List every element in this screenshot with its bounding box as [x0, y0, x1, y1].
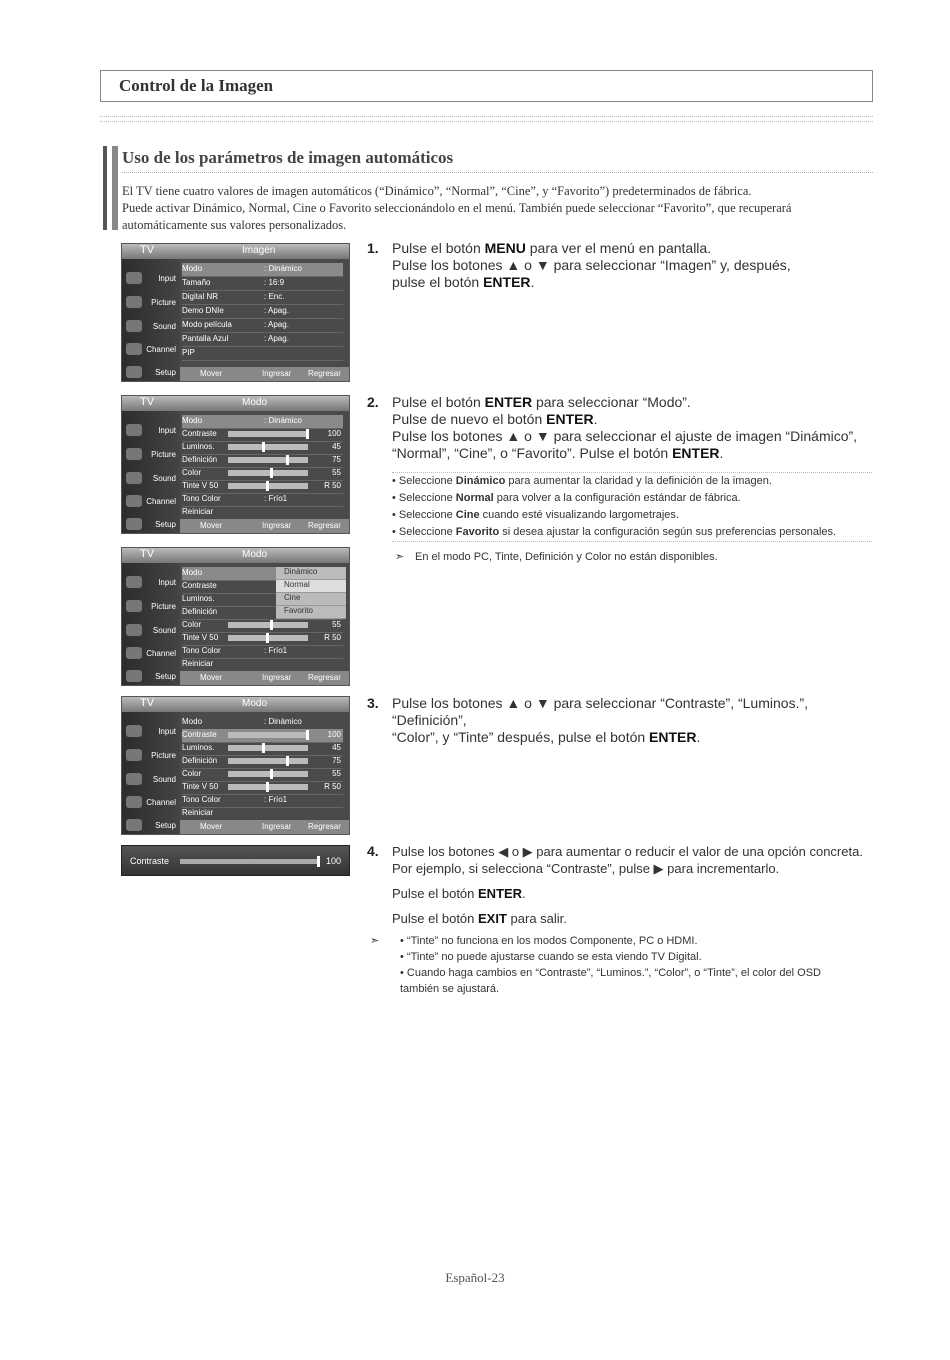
level-bar [228, 622, 308, 628]
channel-icon [126, 647, 142, 659]
osd-slider-row: Luminos. 45 [182, 441, 343, 455]
osd-mode-menu [121, 395, 350, 534]
bullet-item: • Seleccione Cine cuando esté visualizando largometrajes. [392, 509, 679, 521]
section-marker [103, 146, 107, 230]
osd-footer: Mover Ingresar Regresar [180, 519, 349, 533]
osd-side-label: Picture [151, 298, 176, 307]
osd-row: Digital NR : Enc. [182, 291, 343, 305]
level-knob [266, 782, 269, 792]
osd-slider-row: Tinte V 50 R 50 [182, 781, 343, 795]
step-number: 4. [367, 843, 379, 859]
channel-icon [126, 343, 142, 355]
osd-row: Tono Color : Frío1 [182, 645, 343, 659]
osd-row: Tono Color : Frío1 [182, 794, 343, 808]
level-knob [270, 468, 273, 478]
osd-side-label: Input [158, 274, 176, 283]
step-number: 1. [367, 240, 379, 256]
picture-icon [126, 448, 142, 460]
osd-row: Reiniciar [182, 506, 343, 520]
osd-slider-row: Tinte V 50 R 50 [182, 632, 343, 646]
osd-slider-row: Definición 75 [182, 755, 343, 769]
level-knob [262, 442, 265, 452]
osd-row: Reiniciar [182, 658, 343, 672]
osd-tv-label: TV [140, 548, 155, 560]
osd-side-label: Picture [151, 751, 176, 760]
osd-slider-row: Contraste 100 [182, 729, 343, 743]
picture-icon [126, 600, 142, 612]
bullet-item: • Seleccione Dinámico para aumentar la claridad y la definición de la imagen. [392, 475, 772, 487]
note-pc-mode: En el modo PC, Tinte, Definición y Color no están disponibles. [415, 551, 718, 563]
level-knob [270, 769, 273, 779]
osd-mode-dropdown [121, 547, 350, 686]
slider-value: 100 [325, 856, 341, 866]
setup-icon [126, 819, 142, 831]
osd-tv-label: TV [140, 244, 155, 256]
slider-knob [317, 856, 320, 867]
note-arrow-icon: ➣ [395, 551, 405, 563]
mode-dropdown-list [276, 567, 346, 619]
osd-menu-title: Modo [242, 397, 268, 408]
osd-row: PIP [182, 347, 343, 361]
osd-slider-row: Color 55 [182, 768, 343, 782]
step-number: 2. [367, 394, 379, 410]
osd-row: Reiniciar [182, 807, 343, 821]
note-line: también se ajustará. [400, 983, 500, 995]
dropdown-option: Favorito [276, 606, 346, 619]
level-knob [286, 455, 289, 465]
level-knob [286, 756, 289, 766]
dropdown-option: Dinámico [276, 567, 346, 580]
osd-sidebar [122, 411, 180, 533]
step-2-text: Pulse el botón ENTER para seleccionar “Modo”. Pulse de nuevo el botón ENTER. Pulse los botones ▲ o ▼ para seleccionar el ajuste de imagen “Dinámico”, “Normal”, “Cine”, o “Favorito”. Pulse el botón ENTER. [392, 394, 858, 461]
step-4-text: Pulse los botones ◀ o ▶ para aumentar o reducir el valor de una opción concreta. Por ejemplo, si selecciona “Contraste”, pulse ▶ para incrementarlo. Pulse el botón ENTER. Pulse el botón EXIT para salir. [392, 844, 863, 926]
osd-side-label: Input [158, 578, 176, 587]
dropdown-option: Normal [276, 580, 346, 593]
intro-line: automáticamente sus valores personalizados. [122, 218, 347, 232]
level-bar [228, 771, 308, 777]
mode-bullets [392, 472, 872, 542]
osd-slider-row: Definición 75 [182, 454, 343, 468]
osd-row: Tamaño : 16:9 [182, 277, 343, 291]
osd-side-label: Channel [146, 798, 176, 807]
osd-menu-title: Modo [242, 698, 268, 709]
section-divider [122, 172, 873, 173]
osd-slider-row: Tinte V 50 R 50 [182, 480, 343, 494]
picture-icon [126, 749, 142, 761]
osd-side-label: Input [158, 426, 176, 435]
bullet-item: • Seleccione Normal para volver a la configuración estándar de fábrica. [392, 492, 741, 504]
input-icon [126, 725, 142, 737]
osd-sidebar [122, 259, 180, 381]
osd-mode-menu-2 [121, 696, 350, 835]
header-divider [100, 116, 873, 122]
osd-side-label: Picture [151, 602, 176, 611]
osd-sidebar [122, 712, 180, 834]
slider-track [180, 859, 320, 864]
step-1-text: Pulse el botón MENU para ver el menú en pantalla. Pulse los botones ▲ o ▼ para seleccionar “Imagen” y, después, pulse el botón ENTER. [392, 240, 791, 290]
section-marker-2 [112, 146, 118, 230]
sound-icon [126, 472, 142, 484]
section-intro [122, 183, 872, 234]
dropdown-option: Cine [276, 593, 346, 606]
osd-row: Luminos. [182, 593, 343, 607]
page-number: Español-23 [445, 1270, 505, 1285]
osd-side-label: Sound [152, 322, 176, 331]
osd-menu-title: Imagen [242, 245, 276, 256]
osd-tv-label: TV [140, 697, 155, 709]
osd-row: Tono Color : Frío1 [182, 493, 343, 507]
osd-side-label: Sound [152, 626, 176, 635]
osd-row: Modo película : Apag. [182, 319, 343, 333]
level-knob [266, 633, 269, 643]
note-line: • Cuando haga cambios en “Contraste”, “Luminos.”, “Color”, o “Tinte”, el color del OSD [400, 967, 822, 979]
level-bar [228, 784, 308, 790]
osd-side-label: Sound [152, 474, 176, 483]
osd-side-label: Channel [146, 497, 176, 506]
step-number: 3. [367, 695, 379, 711]
level-knob [306, 429, 309, 439]
level-bar [228, 732, 308, 738]
osd-footer: Mover Ingresar Regresar [180, 820, 349, 834]
osd-row: Modo : Dinámico [182, 415, 343, 429]
input-icon [126, 424, 142, 436]
osd-side-label: Sound [152, 775, 176, 784]
level-bar [228, 635, 308, 641]
level-bar [228, 483, 308, 489]
section-title: Uso de los parámetros de imagen automáticos [122, 148, 454, 167]
chapter-title: Control de la Imagen [119, 76, 274, 95]
sound-icon [126, 773, 142, 785]
osd-tv-label: TV [140, 396, 155, 408]
level-bar [228, 745, 308, 751]
intro-line: El TV tiene cuatro valores de imagen automáticos (“Dinámico”, “Normal”, “Cine”, y “Favorito”) predeterminados de fábrica. [122, 184, 752, 198]
slider-label: Contraste [130, 856, 170, 866]
sound-icon [126, 624, 142, 636]
input-icon [126, 272, 142, 284]
osd-side-label: Picture [151, 450, 176, 459]
osd-footer: Mover Ingresar Regresar [180, 367, 349, 381]
osd-side-label: Setup [155, 368, 176, 377]
osd-picture-menu [121, 243, 350, 382]
level-knob [266, 481, 269, 491]
channel-icon [126, 796, 142, 808]
osd-side-label: Setup [155, 672, 176, 681]
note-line: • “Tinte” no funciona en los modos Componente, PC o HDMI. [400, 935, 698, 947]
osd-side-label: Setup [155, 520, 176, 529]
osd-row: Modo : Dinámico [182, 716, 343, 730]
osd-slider-row: Luminos. 45 [182, 742, 343, 756]
level-bar [228, 470, 308, 476]
setup-icon [126, 518, 142, 530]
osd-slider-row: Color 55 [182, 619, 343, 633]
level-bar [228, 758, 308, 764]
note-arrow-icon: ➣ [370, 935, 380, 947]
osd-row: Demo DNIe : Apag. [182, 305, 343, 319]
osd-row: Definición [182, 606, 343, 620]
setup-icon [126, 366, 142, 378]
osd-footer: Mover Ingresar Regresar [180, 671, 349, 685]
picture-icon [126, 296, 142, 308]
chapter-header [100, 70, 873, 102]
osd-row: Modo [182, 567, 343, 581]
note-line: • “Tinte” no puede ajustarse cuando se esta viendo TV Digital. [400, 951, 702, 963]
bullet-item: • Seleccione Favorito si desea ajustar la configuración según sus preferencias personales. [392, 526, 837, 538]
osd-slider-row: Contraste 100 [182, 428, 343, 442]
osd-slider-row: Color 55 [182, 467, 343, 481]
setup-icon [126, 670, 142, 682]
osd-side-label: Input [158, 727, 176, 736]
level-bar [228, 457, 308, 463]
osd-row: Pantalla Azul : Apag. [182, 333, 343, 347]
intro-line: Puede activar Dinámico, Normal, Cine o Favorito seleccionándolo en el menú. También puede seleccionar “Favorito”, que recuperará [122, 201, 792, 215]
osd-side-label: Setup [155, 821, 176, 830]
level-knob [262, 743, 265, 753]
sound-icon [126, 320, 142, 332]
step-3-text: Pulse los botones ▲ o ▼ para seleccionar “Contraste”, “Luminos.”, “Definición”, “Color”, y “Tinte” después, pulse el botón ENTER. [392, 695, 809, 745]
channel-icon [126, 495, 142, 507]
osd-row: Contraste [182, 580, 343, 594]
osd-side-label: Channel [146, 345, 176, 354]
level-knob [306, 730, 309, 740]
level-bar [228, 431, 308, 437]
osd-row: Modo : Dinámico [182, 263, 343, 277]
contrast-slider [121, 845, 350, 876]
osd-sidebar [122, 563, 180, 685]
input-icon [126, 576, 142, 588]
level-knob [270, 620, 273, 630]
level-bar [228, 444, 308, 450]
osd-side-label: Channel [146, 649, 176, 658]
osd-menu-title: Modo [242, 549, 268, 560]
